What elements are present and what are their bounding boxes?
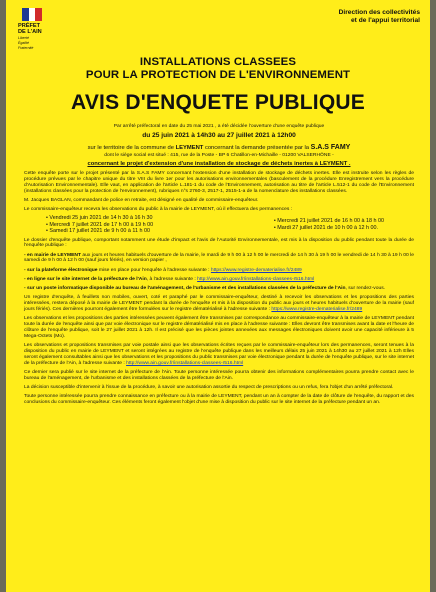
online-consultation-label: - en ligne sur le site internet de la préfecture de l'Ain [24,276,147,282]
logo-motto-3: Fraternité [18,46,34,51]
category-title [6,56,430,82]
project-subject: concernant le projet d'extension d'une installation de stockage de déchets inertes à LEYMENT . [87,161,351,168]
platform-consultation-label: - sur la plateforme électronique [24,267,98,273]
notice-poster [6,0,430,592]
computer-consultation [24,286,414,292]
territory-text-a: sur le territoire de la commune de [87,144,176,151]
direction-heading [270,9,420,26]
report-paragraph: Toute personne intéressée pourra prendre connaissance en préfecture ou à la mairie de LEYMENT, pendant un an à compter de la date de clôture de l'enquête, du rapport et des conclusions du commissaire-enquêteur. Ces éléments feront également l'objet d'une mise à disposition du public sur le site internet de la préfecture pendant un an. [24,394,414,406]
permanences-right [274,215,384,234]
logo-title-1: PRÉFET [18,23,41,29]
postal-text: Les observations et propositions transmises par voie postale ainsi que les observations écrites reçues par le commissaire-enquêteur lors des permanences, seront tenues à la disposition du public en mairie de LEYMENT et seront intégrées au registre de l'enquête publique dans les meilleurs délais 25 juin 2021 à 14h30 au 27 juillet 2021 à 12h Elles seront également consultables ainsi que les observations et les propositions du public transmises par voie électronique pendant la durée de l'enquête publique, sur le site internet de la préfecture de l'Ain, à l'adresse suivante : [24,343,414,366]
page-title: AVIS D'ENQUETE PUBLIQUE [71,91,365,114]
permanence-item: • Mardi 27 juillet 2021 de 10 h 00 à 12 h 00. [274,225,384,231]
permanences-intro: Le commissaire-enquêteur recevra les observations du public à la mairie de LEYMENT, où il effectuera des permanences : [24,207,293,213]
online-consultation-text: , à l'adresse suivante : [146,276,198,282]
arrete-text: Par arrêté préfectoral en date du 25 mai 2021 , a été décidée l'ouverture d'une enquête publique [113,124,325,129]
permanences-list [24,215,414,234]
register-paragraph [24,295,414,313]
computer-consultation-text: , sur rendez-vous. [345,286,386,292]
logo-motto-1: Liberté [18,36,29,40]
permanence-item: • Mercredi 7 juillet 2021 de 17 h 00 à 19 h 00 [46,222,153,228]
company-address: dont le siège social est situé : 415, rue de la Poste - BP 6 Chatillon-en-Michaille - 01200 VALSERHÔNE - [104,153,334,159]
mairie-consultation-text: aux jours et heures habituels d'ouverture de la mairie, le mardi de 9 h 00 à 12 h 00 le mercredi de 14 h 30 à 19 h 00 le vendredi de 14 h 30 à 19 h 00 le samedi de 9 h 00 à 12 h 00 (sauf jours fériés), en version papier , [24,252,414,264]
decision-paragraph: La décision susceptible d'intervenir à l'issue de la procédure, à savoir une autorisation assortie du respect de prescriptions ou un refus, fera l'objet d'un arrêté préfectoral. [24,384,394,390]
prefecture-link[interactable]: http://www.ain.gouv.fr/installations-classees-r516.html [197,276,315,282]
territory-text-b: concernant la demande présentée par la [203,144,311,151]
platform-consultation [24,268,414,274]
registre-link-2[interactable]: https://www.registre-dematerialise.fr/2489 [271,307,363,313]
permanences-left [46,215,153,234]
logo-motto-2: Égalité [18,41,29,46]
category-title-line-2: POUR LA PROTECTION DE L'ENVIRONNEMENT [85,69,351,81]
mairie-consultation [24,253,414,265]
commune-name: LEYMENT [175,144,204,151]
direction-line-2: et de l'appui territorial [351,17,420,25]
territory-text [24,144,414,152]
company-name: S.A.S FAMY [310,143,351,151]
prefecture-link-2[interactable]: http://www.ain.gouv.fr/installations-classees-r516.html [126,360,244,366]
permanence-item: • Mercredi 21 juillet 2021 de 16 h 00 à 18 h 00 [274,218,384,224]
prefecture-logo [18,8,68,51]
information-paragraph: Ce dernier sera publié sur le site internet de la préfecture de l'Ain. Toute personne intéressée pourra obtenir des informations complémentaires pourra prendre contact avec le bureau de l'aménagement, de l'urbanisme et des installations classées de la préfecture de l'Ain. [24,369,414,381]
platform-consultation-text: mise en place pour l'enquête à l'adresse suivante : [97,267,211,273]
register-text: Un registre d'enquête, à feuillets non mobiles, ouvert, coté et paraphé par le commissaire-enquêteur, destiné à recevoir les observations et les propositions des parties intéressées, restera déposé à la mairie de LEYMENT pendant la durée de l'enquête et mis à la disposition du public aux jours et heures habituels d'ouverture de la mairie (sauf jours fériés). Ces dernières pourront également être formulées sur le registre dématérialisé à l'adresse suivante : [24,295,414,313]
permanence-item: • Samedi 17 juillet 2021 de 9 h 00 à 11 h 00 [46,228,153,234]
direction-line-1: Direction des collectivités [338,9,420,16]
dossier-availability: Le dossier d'enquête publique, comportant notamment une étude d'impact et l'avis de l'Autorité Environnementale, est mis à la disposition du public pendant toute la durée de l'enquête publique : [24,237,414,249]
permanence-item: • Vendredi 25 juin 2021 de 14 h 30 à 16 h 30 [46,215,153,221]
category-title-line-1: INSTALLATIONS CLASSEES [139,56,297,68]
project-description: Cette enquête porte sur le projet présenté par la S.A.S FAMY concernant l'extension d'une installation de stockage de déchets inertes. Elle est instruite selon les règles de procédure prévues par le chapitre unique du titre VIII du livre 1er pour les autorisations environnementales (basculement de la procédure Enregistrement vers la procédure d'Autorisation Environnementale). Elle vaut, en application de l'article L.181-1 du code de l'Environnement, autorisation au titre de l'article L.512-1 du code de l'Environnement (installations classées pour la protection de l'environnement), rubriques n°s 2760-3, 2517-1, 2515-1-a de la nomenclature des installations classées. [24,171,414,195]
registre-link[interactable]: https://www.registre-dematerialise.fr/2489 [210,267,302,273]
commissioner-designation: M. Jacques BAGLAN, commandant de police en retraite, est désigné en qualité de commissaire-enquêteur. [24,198,259,204]
computer-consultation-label: - sur un poste informatique disponible au bureau de l'aménagement, de l'urbanisme et des installations classées de la préfecture de l'Ain [24,286,346,292]
postal-paragraph [24,343,414,366]
correspondence-paragraph: Les observations et les propositions des parties intéressées peuvent également être transmises par correspondance au commissaire-enquêteur à la mairie de LEYMENT pendant toute la durée de l'enquête ainsi que par voie électronique sur le registre dématérialisé mis en place à l'adresse suivante : Elles devront être transmises avant la date et l'heure de clôture de l'enquête publique, soit le 27 juillet 2021 à 12h. Il est précisé que les pièces jointes annexées aux messages électroniques doivent avoir une capacité inférieure à 5 Mega-Octets (Mo). [24,316,414,339]
online-consultation [24,277,414,283]
french-flag-icon [22,8,42,21]
logo-title-2: DE L'AIN [18,29,42,35]
notice-body [24,124,414,409]
enquiry-period: du 25 juin 2021 à 14h30 au 27 juillet 2021 à 12h00 [142,132,296,140]
mairie-consultation-label: - en mairie de LEYMENT [24,252,81,258]
